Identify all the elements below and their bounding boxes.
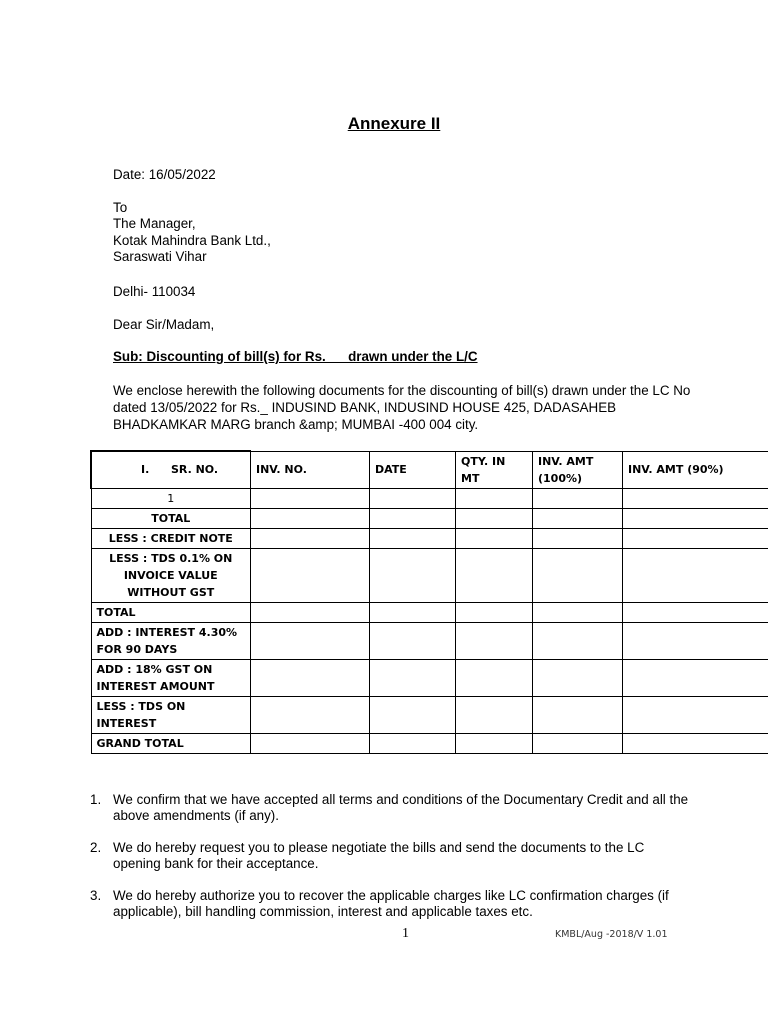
subject-line: Sub: Discounting of bill(s) for Rs. __ drawn under the L/C [113, 349, 478, 364]
cell-date[interactable] [370, 659, 456, 696]
cell-amt-100[interactable] [533, 602, 623, 622]
cell-amt-100[interactable] [533, 733, 623, 753]
cell-inv-no[interactable] [251, 622, 370, 659]
bills-table [90, 450, 768, 754]
cell-amt-90[interactable] [623, 488, 768, 508]
cell-amt-100[interactable] [533, 508, 623, 528]
cell-qty[interactable] [456, 602, 533, 622]
cell-amt-100[interactable] [533, 528, 623, 548]
table-row [91, 659, 768, 696]
header-qty: QTY. IN MT [456, 451, 533, 488]
cell-qty[interactable] [456, 528, 533, 548]
cell-amt-90[interactable] [623, 733, 768, 753]
cell-date[interactable] [370, 548, 456, 602]
cell-date[interactable] [370, 696, 456, 733]
cell-amt-90[interactable] [623, 528, 768, 548]
date-line: Date: 16/05/2022 [113, 167, 216, 182]
cell-amt-100[interactable] [533, 548, 623, 602]
row-label: LESS : TDS ON INTEREST [91, 696, 251, 733]
cell-qty[interactable] [456, 488, 533, 508]
salutation: Dear Sir/Madam, [113, 317, 215, 332]
address-line-bank: Kotak Mahindra Bank Ltd., [113, 233, 271, 248]
cell-inv-no[interactable] [251, 659, 370, 696]
header-sr-prefix: I. [141, 463, 150, 477]
row-label: GRAND TOTAL [91, 733, 251, 753]
cell-qty[interactable] [456, 696, 533, 733]
list-item-text: We do hereby authorize you to recover the applicable charges like LC confirmation charges (if applicable), bill handling commission, interest and applicable taxes etc. [113, 888, 669, 919]
row-label: ADD : 18% GST ON INTEREST AMOUNT [91, 659, 251, 696]
row-label: ADD : INTEREST 4.30% FOR 90 DAYS [91, 622, 251, 659]
cell-amt-90[interactable] [623, 696, 768, 733]
cell-inv-no[interactable] [251, 488, 370, 508]
confirmation-list [90, 792, 690, 936]
cell-date[interactable] [370, 488, 456, 508]
header-sr-no [91, 451, 251, 488]
list-item-text: We confirm that we have accepted all terms and conditions of the Documentary Credit and all the above amendments (if any). [113, 792, 689, 823]
cell-inv-no[interactable] [251, 548, 370, 602]
footer-reference: KMBL/Aug -2018/V 1.01 [555, 929, 668, 940]
table-header-row [91, 451, 768, 488]
address-line-city: Delhi- 110034 [113, 284, 196, 299]
row-label: LESS : TDS 0.1% ON INVOICE VALUE WITHOUT GST [91, 548, 251, 602]
list-item [90, 792, 690, 824]
header-date: DATE [370, 451, 456, 488]
row-label: 1 [91, 488, 251, 508]
cell-qty[interactable] [456, 548, 533, 602]
list-item-number: 1. [90, 792, 102, 807]
table-row [91, 528, 768, 548]
cell-date[interactable] [370, 602, 456, 622]
table-row [91, 508, 768, 528]
cell-inv-no[interactable] [251, 528, 370, 548]
table-row [91, 733, 768, 753]
header-sr-label: SR. NO. [171, 463, 219, 477]
list-item [90, 840, 690, 872]
cell-inv-no[interactable] [251, 602, 370, 622]
list-item-text: We do hereby request you to please negotiate the bills and send the documents to the LC opening bank for their acceptance. [113, 840, 645, 871]
table-row [91, 488, 768, 508]
address-line-manager: The Manager, [113, 216, 196, 231]
cell-date[interactable] [370, 733, 456, 753]
page-number: 1 [402, 926, 409, 941]
cell-inv-no[interactable] [251, 696, 370, 733]
cell-amt-90[interactable] [623, 659, 768, 696]
cell-amt-90[interactable] [623, 508, 768, 528]
cell-date[interactable] [370, 622, 456, 659]
cell-qty[interactable] [456, 508, 533, 528]
cell-qty[interactable] [456, 622, 533, 659]
cell-date[interactable] [370, 508, 456, 528]
list-item-number: 3. [90, 888, 102, 903]
cell-amt-90[interactable] [623, 548, 768, 602]
table-row [91, 696, 768, 733]
cell-amt-90[interactable] [623, 602, 768, 622]
cell-amt-90[interactable] [623, 622, 768, 659]
cell-qty[interactable] [456, 733, 533, 753]
cell-amt-100[interactable] [533, 622, 623, 659]
table-row [91, 622, 768, 659]
list-item-number: 2. [90, 840, 102, 855]
header-amt-100: INV. AMT (100%) [533, 451, 623, 488]
cell-inv-no[interactable] [251, 508, 370, 528]
address-to: To [113, 200, 128, 215]
header-inv-no: INV. NO. [251, 451, 370, 488]
row-label: TOTAL [91, 508, 251, 528]
table-row [91, 602, 768, 622]
cell-amt-100[interactable] [533, 488, 623, 508]
cell-date[interactable] [370, 528, 456, 548]
cell-amt-100[interactable] [533, 696, 623, 733]
row-label: LESS : CREDIT NOTE [91, 528, 251, 548]
cell-qty[interactable] [456, 659, 533, 696]
header-amt-90: INV. AMT (90%) [623, 451, 768, 488]
address-line-branch: Saraswati Vihar [113, 249, 207, 264]
cell-inv-no[interactable] [251, 733, 370, 753]
page-title: Annexure II [347, 114, 441, 133]
list-item [90, 888, 690, 920]
table-row [91, 548, 768, 602]
body-paragraph: We enclose herewith the following documents for the discounting of bill(s) drawn under the LC No dated 13/05/2022 for Rs._ INDUSIND BANK, INDUSIND HOUSE 425, DADASAHEB BHADKAMKAR MARG branch &amp; MUMBAI -400 004 city. [113, 383, 691, 432]
cell-amt-100[interactable] [533, 659, 623, 696]
row-label: TOTAL [91, 602, 251, 622]
